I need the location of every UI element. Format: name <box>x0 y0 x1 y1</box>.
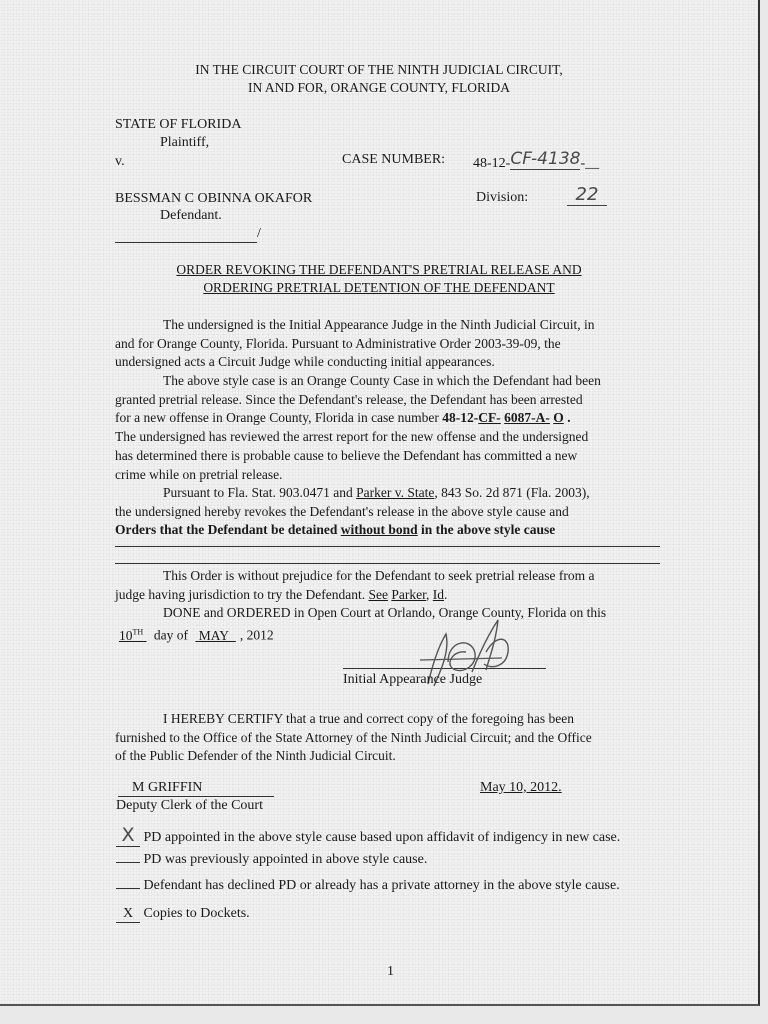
page-number: 1 <box>387 964 394 979</box>
order-title-line2: ORDERING PRETRIAL DETENTION OF THE DEFENDANT <box>203 280 555 295</box>
signature-label: Initial Appearance Judge <box>343 672 483 687</box>
defendant-role: Defendant. <box>160 208 222 223</box>
paragraph-2-line-5: has determined there is probable cause to believe the Defendant has committed a new <box>115 447 578 463</box>
certificate-line-1: I HEREBY CERTIFY that a true and correct copy of the foregoing has been <box>163 711 574 726</box>
plaintiff-role: Plaintiff, <box>160 135 210 150</box>
new-case-prefix: 48-12- <box>442 410 479 426</box>
checklist-text-3: Defendant has declined PD or already has a private attorney in the above style cause. <box>143 878 620 893</box>
certificate-line-2: furnished to the Office of the State Attorney of the Ninth Judicial Circuit; and the Office <box>115 729 592 745</box>
case-number-label: CASE NUMBER: <box>342 152 446 167</box>
checklist-mark-3 <box>116 888 140 889</box>
paragraph-2-line-2: granted pretrial release. Since the Defendant's release, the Defendant has been arrested <box>115 391 583 407</box>
paragraph-2-line-6: crime while on pretrial release. <box>115 466 283 482</box>
paragraph-1-line-3: undersigned acts a Circuit Judge while conducting initial appearances. <box>115 354 495 370</box>
caption-slash: / <box>257 226 261 241</box>
paragraph-1-line-1: The undersigned is the Initial Appearance Judge in the Ninth Judicial Circuit, in <box>163 317 595 332</box>
paragraph-1-line-2: and for Orange County, Florida. Pursuant to Administrative Order 2003-39-09, the <box>115 335 561 351</box>
parker-citation: Parker v. State <box>356 485 435 500</box>
order-month <box>191 628 239 643</box>
division-label: Division: <box>476 190 529 205</box>
paragraph-4 <box>115 567 606 645</box>
clerk-title: Deputy Clerk of the Court <box>116 798 263 813</box>
division-value: 22 <box>567 184 607 206</box>
order-month-value: MAY <box>198 627 230 643</box>
order-day <box>115 628 151 643</box>
order-year: , 2012 <box>239 627 274 643</box>
order-day-number: 10 <box>119 627 133 643</box>
checklist-item-1 <box>116 824 620 847</box>
certificate-of-service <box>115 710 592 766</box>
case-number-value <box>473 149 600 172</box>
paragraph-2 <box>115 372 601 484</box>
order-title-line1: ORDER REVOKING THE DEFENDANT'S PRETRIAL RELEASE AND <box>176 262 582 277</box>
new-case-type: CF- <box>478 410 501 426</box>
paragraph-3-line-3 <box>115 521 590 540</box>
p4-text: judge having jurisdiction to try the Defendant. <box>115 586 369 602</box>
checklist-item-4 <box>116 906 250 923</box>
paragraph-2-line-1: The above style case is an Orange County Case in which the Defendant had been <box>163 373 601 388</box>
p3-text-post: , 843 So. 2d 871 (Fla. 2003), <box>434 485 590 500</box>
see-signal: See <box>368 586 388 602</box>
checklist-item-3 <box>116 878 620 894</box>
paragraph-2-line-4: The undersigned has reviewed the arrest report for the new offense and the undersigned <box>115 429 589 445</box>
paragraph-1 <box>115 316 595 372</box>
p2-line3-text: for a new offense in Orange County, Florida in case number <box>115 410 443 426</box>
blank-line-1 <box>115 546 660 547</box>
paragraph-4-line-2: judge having jurisdiction to try the Defendant. See Parker, Id. <box>115 586 448 602</box>
case-number-prefix: 48-12- <box>473 156 511 171</box>
checklist-mark-1: X <box>116 824 140 847</box>
checklist-text-2: PD was previously appointed in above style cause. <box>143 852 428 867</box>
defendant-name: BESSMAN C OBINNA OKAFOR <box>115 191 313 206</box>
versus: v. <box>115 154 125 169</box>
blank-line-2 <box>115 563 660 564</box>
without-bond: without bond <box>340 522 418 538</box>
checklist-text-4: Copies to Dockets. <box>143 906 250 921</box>
court-heading-line2: IN AND FOR, ORANGE COUNTY, FLORIDA <box>248 80 510 95</box>
checklist-mark-2 <box>116 862 140 863</box>
caption-rule <box>115 242 257 243</box>
detention-order-post: in the above style cause <box>417 522 556 538</box>
checklist-item-2 <box>116 852 427 868</box>
id-cite: Id <box>432 586 445 602</box>
paragraph-3 <box>115 484 590 540</box>
paragraph-3-line-2: the undersigned hereby revokes the Defendant's release in the above style cause and <box>115 503 569 519</box>
day-of-label: day of <box>153 627 189 643</box>
paragraph-4-line-1: This Order is without prejudice for the Defendant to seek pretrial release from a <box>163 568 595 583</box>
new-case-suffix: O <box>553 410 564 426</box>
paragraph-3-line-1 <box>115 484 590 503</box>
order-day-suffix: TH <box>132 627 144 637</box>
case-number-handwritten: CF-4138 <box>510 149 581 169</box>
checklist-mark-4: X <box>116 906 140 923</box>
parker-short-cite: Parker <box>391 586 427 602</box>
new-case-number: 6087-A- <box>504 410 550 426</box>
certificate-date: May 10, 2012. <box>480 780 562 795</box>
certificate-line-3: of the Public Defender of the Ninth Judicial Circuit. <box>115 748 396 764</box>
court-heading-line1: IN THE CIRCUIT COURT OF THE NINTH JUDICIAL CIRCUIT, <box>195 62 563 77</box>
paragraph-5-line-1: DONE and ORDERED in Open Court at Orlando, Orange County, Florida on this <box>163 605 607 621</box>
case-number-suffix: -__ <box>580 156 600 171</box>
clerk-name: M GRIFFIN <box>118 780 274 797</box>
new-case-period: . <box>567 410 571 426</box>
date-line <box>115 623 606 645</box>
checklist-text-1: PD appointed in the above style cause based upon affidavit of indigency in new case. <box>143 830 621 845</box>
p3-text-pre: Pursuant to Fla. Stat. 903.0471 and <box>163 485 357 500</box>
paragraph-2-line-3 <box>115 409 601 428</box>
plaintiff-name: STATE OF FLORIDA <box>115 117 242 132</box>
detention-order-pre: Orders that the Defendant be detained <box>115 522 341 538</box>
